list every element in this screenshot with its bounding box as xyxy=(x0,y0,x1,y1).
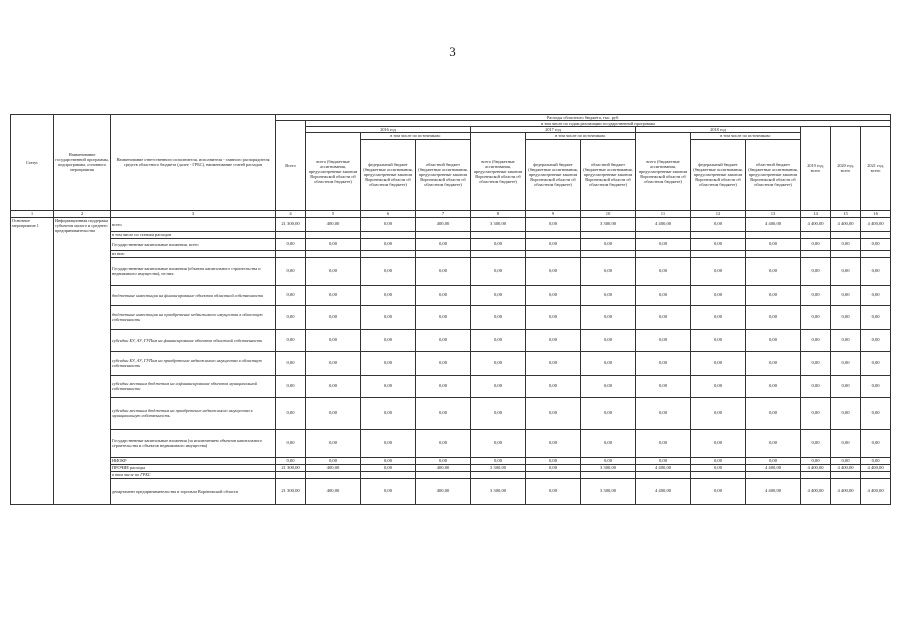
value-cell: 0,00 xyxy=(526,478,581,504)
table-row xyxy=(11,329,891,351)
value-cell: 0,00 xyxy=(746,351,801,375)
value-cell: 0,00 xyxy=(831,257,861,285)
value-cell xyxy=(416,250,471,257)
value-cell: 0,00 xyxy=(801,397,831,429)
column-number: 16 xyxy=(861,210,891,217)
value-cell: 0,00 xyxy=(361,375,416,397)
value-cell: 0,00 xyxy=(471,375,526,397)
value-cell: 0,00 xyxy=(416,305,471,329)
row-label: субсидии БУ, АУ, ГУПам на приобретение недвижимого имущества в областную собственность xyxy=(111,351,276,375)
value-cell xyxy=(691,231,746,238)
value-cell: 0,00 xyxy=(831,329,861,351)
value-cell: 0,00 xyxy=(861,429,891,457)
value-cell: 0,00 xyxy=(581,329,636,351)
value-cell: 0,00 xyxy=(636,397,691,429)
row-label: бюджетные инвестиции на финансирование объектов областной собственности xyxy=(111,285,276,305)
value-cell: 0,00 xyxy=(276,257,306,285)
header-2016-regional: областной бюджет (бюджетные ассигнования, предусмотренные законом Воронежской области об областном бюджете) xyxy=(416,139,471,210)
value-cell: 0,00 xyxy=(831,375,861,397)
value-cell: 0,00 xyxy=(526,305,581,329)
value-cell xyxy=(416,231,471,238)
row-label: департамент предпринимательства и торговли Воронежской области xyxy=(111,478,276,504)
value-cell: 0,00 xyxy=(861,238,891,250)
value-cell: 3 300,00 xyxy=(581,217,636,231)
value-cell: 0,00 xyxy=(306,329,361,351)
header-2018-all: всего (бюджетные ассигнования, предусмотренные законом Воронежской области об областном бюджете) xyxy=(636,133,691,210)
value-cell: 0,00 xyxy=(416,457,471,464)
value-cell: 0,00 xyxy=(361,257,416,285)
value-cell: 0,00 xyxy=(581,305,636,329)
value-cell: 0,00 xyxy=(691,351,746,375)
column-number: 8 xyxy=(471,210,526,217)
value-cell: 0,00 xyxy=(361,305,416,329)
value-cell: 3 300,00 xyxy=(471,217,526,231)
value-cell xyxy=(581,231,636,238)
value-cell: 0,00 xyxy=(306,429,361,457)
value-cell: 0,00 xyxy=(471,257,526,285)
value-cell xyxy=(801,471,831,478)
value-cell: 0,00 xyxy=(861,257,891,285)
header-2021: 2021 год, всего xyxy=(861,127,891,210)
value-cell: 0,00 xyxy=(306,257,361,285)
value-cell xyxy=(526,471,581,478)
value-cell: 0,00 xyxy=(801,457,831,464)
value-cell: 0,00 xyxy=(831,351,861,375)
row-label: всего xyxy=(111,217,276,231)
value-cell: 0,00 xyxy=(526,464,581,471)
header-2018-regional: областной бюджет (бюджетные ассигнования, предусмотренные законом Воронежской области об областном бюджете) xyxy=(746,139,801,210)
value-cell: 4 400,00 xyxy=(861,478,891,504)
value-cell: 0,00 xyxy=(526,238,581,250)
header-2016-sources: в том числе по источникам: xyxy=(361,133,471,139)
value-cell: 4 400,00 xyxy=(861,217,891,231)
value-cell: 4 400,00 xyxy=(636,217,691,231)
value-cell: 0,00 xyxy=(691,457,746,464)
header-program: Наименование государственной программы, подпрограммы, основного мероприятия xyxy=(54,115,111,211)
status-cell: Основное мероприятие 1 xyxy=(11,217,54,504)
value-cell: 21 300,00 xyxy=(276,464,306,471)
column-number: 12 xyxy=(691,210,746,217)
value-cell: 0,00 xyxy=(691,257,746,285)
value-cell: 0,00 xyxy=(801,238,831,250)
value-cell: 400,00 xyxy=(306,478,361,504)
value-cell: 0,00 xyxy=(361,464,416,471)
value-cell xyxy=(361,231,416,238)
header-status: Статус xyxy=(11,115,54,211)
table-row xyxy=(11,429,891,457)
value-cell: 0,00 xyxy=(636,457,691,464)
value-cell: 0,00 xyxy=(306,457,361,464)
value-cell: 0,00 xyxy=(636,375,691,397)
value-cell xyxy=(861,231,891,238)
value-cell: 0,00 xyxy=(276,285,306,305)
value-cell: 3 300,00 xyxy=(581,478,636,504)
row-label: в том числе по ГРБС xyxy=(111,471,276,478)
value-cell: 4 400,00 xyxy=(746,464,801,471)
value-cell: 0,00 xyxy=(526,397,581,429)
column-number: 11 xyxy=(636,210,691,217)
header-2017-regional: областной бюджет (бюджетные ассигнования, предусмотренные законом Воронежской области об областном бюджете) xyxy=(581,139,636,210)
value-cell: 0,00 xyxy=(861,457,891,464)
value-cell: 4 400,00 xyxy=(746,217,801,231)
row-label: ПРОЧИЕ расходы xyxy=(111,464,276,471)
value-cell xyxy=(581,250,636,257)
row-label: субсидии местным бюджетам на софинансирование объектов муниципальной собственности xyxy=(111,375,276,397)
value-cell: 0,00 xyxy=(636,429,691,457)
value-cell: 0,00 xyxy=(361,217,416,231)
value-cell: 0,00 xyxy=(526,217,581,231)
value-cell: 400,00 xyxy=(416,478,471,504)
value-cell: 4 400,00 xyxy=(831,478,861,504)
value-cell: 0,00 xyxy=(801,257,831,285)
header-total: Всего xyxy=(276,121,306,210)
table-row xyxy=(11,478,891,504)
row-label: бюджетные инвестиции на приобретение недвижимого имущества в областную собственность xyxy=(111,305,276,329)
value-cell xyxy=(276,250,306,257)
value-cell xyxy=(636,231,691,238)
value-cell xyxy=(801,231,831,238)
row-label: субсидии местным бюджетам на приобретение недвижимого имущества в муниципальную собственность xyxy=(111,397,276,429)
value-cell: 0,00 xyxy=(831,429,861,457)
value-cell xyxy=(831,471,861,478)
value-cell xyxy=(276,231,306,238)
column-number: 10 xyxy=(581,210,636,217)
row-label: из них: xyxy=(111,250,276,257)
value-cell: 0,00 xyxy=(276,305,306,329)
value-cell: 0,00 xyxy=(581,457,636,464)
value-cell: 0,00 xyxy=(831,397,861,429)
value-cell: 21 300,00 xyxy=(276,478,306,504)
program-cell: Информационная поддержка субъектов малого и среднего предпринимательства xyxy=(54,217,111,504)
header-2016: 2016 год xyxy=(306,127,471,133)
header-2019: 2019 год, всего xyxy=(801,127,831,210)
value-cell: 0,00 xyxy=(636,351,691,375)
value-cell xyxy=(831,231,861,238)
header-2017: 2017 год xyxy=(471,127,636,133)
value-cell: 0,00 xyxy=(306,305,361,329)
table-row xyxy=(11,257,891,285)
column-number: 4 xyxy=(276,210,306,217)
table-row xyxy=(11,397,891,429)
value-cell: 4 400,00 xyxy=(831,464,861,471)
value-cell xyxy=(691,471,746,478)
value-cell: 4 400,00 xyxy=(861,464,891,471)
value-cell: 0,00 xyxy=(691,429,746,457)
header-2017-all: всего (бюджетные ассигнования, предусмотренные законом Воронежской области об областном бюджете) xyxy=(471,133,526,210)
column-number: 2 xyxy=(54,210,111,217)
row-label: в том числе по статьям расходов xyxy=(111,231,276,238)
value-cell: 0,00 xyxy=(801,329,831,351)
row-label: субсидии БУ, АУ, ГУПам на финансирование объектов областной собственности xyxy=(111,329,276,351)
value-cell xyxy=(861,471,891,478)
value-cell: 0,00 xyxy=(471,457,526,464)
value-cell: 400,00 xyxy=(416,464,471,471)
value-cell: 0,00 xyxy=(526,257,581,285)
table-row xyxy=(11,238,891,250)
value-cell: 0,00 xyxy=(471,429,526,457)
value-cell: 0,00 xyxy=(691,329,746,351)
value-cell: 0,00 xyxy=(746,429,801,457)
value-cell: 0,00 xyxy=(526,457,581,464)
value-cell: 0,00 xyxy=(636,238,691,250)
value-cell: 0,00 xyxy=(691,217,746,231)
value-cell: 0,00 xyxy=(306,375,361,397)
value-cell: 0,00 xyxy=(361,285,416,305)
value-cell: 4 400,00 xyxy=(801,217,831,231)
value-cell: 0,00 xyxy=(581,429,636,457)
value-cell xyxy=(306,471,361,478)
value-cell xyxy=(581,471,636,478)
value-cell: 0,00 xyxy=(861,375,891,397)
value-cell: 0,00 xyxy=(471,305,526,329)
value-cell xyxy=(691,250,746,257)
value-cell: 0,00 xyxy=(361,457,416,464)
column-number: 7 xyxy=(416,210,471,217)
value-cell xyxy=(306,250,361,257)
value-cell: 0,00 xyxy=(306,351,361,375)
column-number: 15 xyxy=(831,210,861,217)
value-cell: 4 400,00 xyxy=(636,464,691,471)
value-cell: 0,00 xyxy=(831,457,861,464)
value-cell xyxy=(276,471,306,478)
value-cell: 0,00 xyxy=(581,351,636,375)
value-cell: 0,00 xyxy=(276,397,306,429)
value-cell: 0,00 xyxy=(861,329,891,351)
value-cell: 0,00 xyxy=(581,375,636,397)
value-cell: 0,00 xyxy=(416,375,471,397)
table-row xyxy=(11,375,891,397)
table-row xyxy=(11,471,891,478)
value-cell: 0,00 xyxy=(746,457,801,464)
value-cell: 0,00 xyxy=(526,285,581,305)
header-2017-sources: в том числе по источникам: xyxy=(526,133,636,139)
value-cell: 0,00 xyxy=(276,457,306,464)
row-label: Государственные капитальные вложения (объекты капитального строительства и недвижимого имущества), из них: xyxy=(111,257,276,285)
value-cell: 0,00 xyxy=(276,429,306,457)
expenses-table xyxy=(10,114,891,505)
value-cell: 0,00 xyxy=(361,351,416,375)
value-cell: 0,00 xyxy=(861,397,891,429)
value-cell: 400,00 xyxy=(306,217,361,231)
value-cell: 0,00 xyxy=(416,257,471,285)
value-cell xyxy=(746,231,801,238)
value-cell xyxy=(471,231,526,238)
value-cell: 0,00 xyxy=(636,305,691,329)
column-number: 14 xyxy=(801,210,831,217)
column-number: 3 xyxy=(111,210,276,217)
column-number: 1 xyxy=(11,210,54,217)
table-row xyxy=(11,285,891,305)
value-cell: 0,00 xyxy=(471,329,526,351)
table-row xyxy=(11,464,891,471)
value-cell: 0,00 xyxy=(581,238,636,250)
value-cell: 0,00 xyxy=(691,375,746,397)
header-2020: 2020 год, всего xyxy=(831,127,861,210)
value-cell: 0,00 xyxy=(831,305,861,329)
table-row xyxy=(11,351,891,375)
header-2018-sources: в том числе по источникам: xyxy=(691,133,801,139)
column-numbers-row xyxy=(11,210,891,217)
value-cell xyxy=(526,250,581,257)
value-cell: 0,00 xyxy=(526,329,581,351)
value-cell xyxy=(746,250,801,257)
value-cell: 0,00 xyxy=(746,397,801,429)
table-row xyxy=(11,305,891,329)
value-cell: 0,00 xyxy=(746,375,801,397)
value-cell: 0,00 xyxy=(691,478,746,504)
header-expenses-title: Расходы областного бюджета, тыс. руб. xyxy=(276,115,891,121)
value-cell: 0,00 xyxy=(746,305,801,329)
value-cell xyxy=(801,250,831,257)
value-cell: 0,00 xyxy=(801,285,831,305)
table-row xyxy=(11,217,891,231)
value-cell: 0,00 xyxy=(801,375,831,397)
value-cell: 0,00 xyxy=(361,429,416,457)
value-cell: 0,00 xyxy=(746,257,801,285)
column-number: 9 xyxy=(526,210,581,217)
header-indicator: Наименование ответственного исполнителя, исполнителя - главного распорядителя средств областного бюджета (далее - ГРБС), наименование статей расходов xyxy=(111,115,276,211)
value-cell: 0,00 xyxy=(691,464,746,471)
value-cell xyxy=(361,250,416,257)
value-cell xyxy=(471,250,526,257)
value-cell: 0,00 xyxy=(276,351,306,375)
value-cell: 0,00 xyxy=(526,375,581,397)
value-cell xyxy=(861,250,891,257)
value-cell: 0,00 xyxy=(416,397,471,429)
value-cell: 0,00 xyxy=(746,238,801,250)
value-cell: 0,00 xyxy=(471,351,526,375)
value-cell: 3 300,00 xyxy=(471,464,526,471)
value-cell: 0,00 xyxy=(471,285,526,305)
value-cell: 0,00 xyxy=(416,329,471,351)
value-cell: 0,00 xyxy=(746,285,801,305)
value-cell: 0,00 xyxy=(361,329,416,351)
value-cell: 0,00 xyxy=(636,285,691,305)
value-cell xyxy=(636,471,691,478)
value-cell: 4 400,00 xyxy=(801,464,831,471)
value-cell xyxy=(831,250,861,257)
value-cell: 0,00 xyxy=(581,397,636,429)
value-cell: 3 300,00 xyxy=(471,478,526,504)
value-cell: 400,00 xyxy=(306,464,361,471)
column-number: 6 xyxy=(361,210,416,217)
row-label: Государственные капитальные вложения, всего xyxy=(111,238,276,250)
value-cell: 0,00 xyxy=(746,329,801,351)
value-cell: 0,00 xyxy=(276,375,306,397)
value-cell: 0,00 xyxy=(636,329,691,351)
table-row xyxy=(11,231,891,238)
value-cell: 0,00 xyxy=(801,351,831,375)
row-label: НИОКР xyxy=(111,457,276,464)
value-cell: 0,00 xyxy=(691,238,746,250)
header-2018-federal: федеральный бюджет (бюджетные ассигнования, предусмотренные законом Воронежской области об областном бюджете) xyxy=(691,139,746,210)
value-cell xyxy=(526,231,581,238)
value-cell: 0,00 xyxy=(471,238,526,250)
header-2016-all: всего (бюджетные ассигнования, предусмотренные законом Воронежской области об областном бюджете) xyxy=(306,133,361,210)
value-cell: 0,00 xyxy=(416,238,471,250)
value-cell: 21 300,00 xyxy=(276,217,306,231)
value-cell: 0,00 xyxy=(831,285,861,305)
row-label: Государственные капитальные вложения (за исключением объектов капитального строительства и объектов недвижимого имущества) xyxy=(111,429,276,457)
value-cell: 400,00 xyxy=(416,217,471,231)
value-cell xyxy=(361,471,416,478)
value-cell: 4 400,00 xyxy=(746,478,801,504)
value-cell: 0,00 xyxy=(416,429,471,457)
value-cell: 0,00 xyxy=(306,238,361,250)
value-cell: 0,00 xyxy=(691,397,746,429)
value-cell: 0,00 xyxy=(831,238,861,250)
value-cell: 0,00 xyxy=(276,238,306,250)
value-cell: 4 400,00 xyxy=(636,478,691,504)
value-cell: 0,00 xyxy=(581,257,636,285)
value-cell xyxy=(416,471,471,478)
value-cell: 0,00 xyxy=(636,257,691,285)
value-cell: 4 400,00 xyxy=(831,217,861,231)
value-cell: 0,00 xyxy=(361,397,416,429)
value-cell: 0,00 xyxy=(306,285,361,305)
value-cell: 0,00 xyxy=(861,305,891,329)
value-cell: 0,00 xyxy=(801,305,831,329)
value-cell: 4 400,00 xyxy=(801,478,831,504)
page-number: 3 xyxy=(449,44,456,59)
value-cell: 0,00 xyxy=(801,429,831,457)
header-in-years: в том числе по годам реализации государственной программы xyxy=(306,121,891,127)
column-number: 5 xyxy=(306,210,361,217)
table-row xyxy=(11,250,891,257)
value-cell: 0,00 xyxy=(691,305,746,329)
value-cell: 3 300,00 xyxy=(581,464,636,471)
header-2017-federal: федеральный бюджет (бюджетные ассигнования, предусмотренные законом Воронежской области об областном бюджете) xyxy=(526,139,581,210)
value-cell: 0,00 xyxy=(861,351,891,375)
header-2018: 2018 год xyxy=(636,127,801,133)
table-row xyxy=(11,457,891,464)
column-number: 13 xyxy=(746,210,801,217)
value-cell: 0,00 xyxy=(691,285,746,305)
value-cell: 0,00 xyxy=(526,351,581,375)
value-cell: 0,00 xyxy=(361,478,416,504)
value-cell xyxy=(636,250,691,257)
value-cell: 0,00 xyxy=(581,285,636,305)
header-2016-federal: федеральный бюджет (бюджетные ассигнования, предусмотренные законом Воронежской области об областном бюджете) xyxy=(361,139,416,210)
value-cell: 0,00 xyxy=(416,285,471,305)
value-cell xyxy=(471,471,526,478)
value-cell: 0,00 xyxy=(861,285,891,305)
value-cell: 0,00 xyxy=(471,397,526,429)
value-cell: 0,00 xyxy=(526,429,581,457)
value-cell: 0,00 xyxy=(276,329,306,351)
value-cell: 0,00 xyxy=(306,397,361,429)
value-cell xyxy=(746,471,801,478)
value-cell: 0,00 xyxy=(361,238,416,250)
value-cell xyxy=(306,231,361,238)
value-cell: 0,00 xyxy=(416,351,471,375)
